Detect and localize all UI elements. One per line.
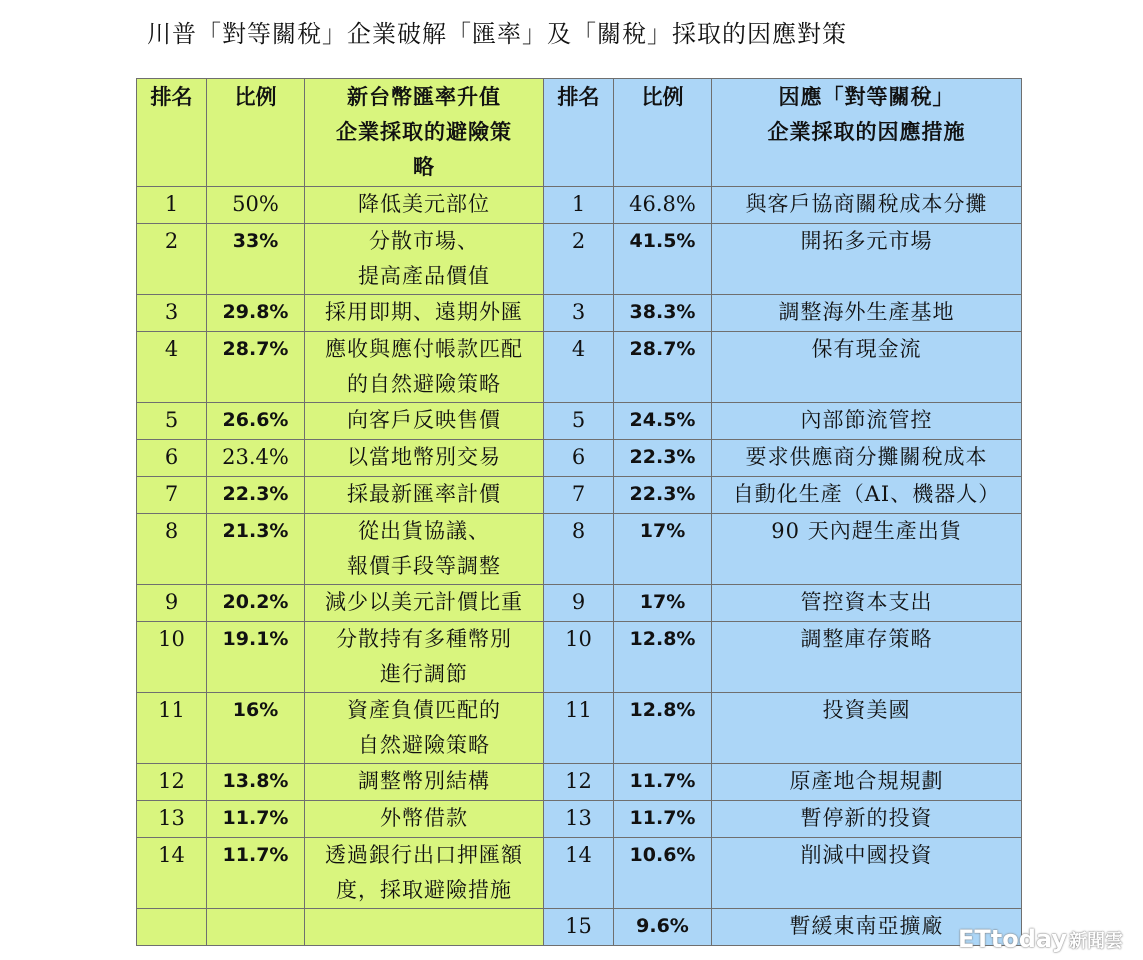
right-ratio-cell: 17% (614, 585, 712, 622)
left-ratio-cell: 23.4% (207, 440, 305, 477)
left-strategy-cell (305, 838, 544, 909)
right-ratio-cell: 11.7% (614, 764, 712, 801)
left-ratio-cell: 21.3% (207, 514, 305, 585)
right-measure-cell (712, 224, 1022, 295)
left-ratio-cell (207, 909, 305, 946)
header-line: 企業採取的因應措施 (767, 119, 966, 144)
table-row (137, 332, 1022, 403)
cell-line: 90 天內趕生產出貨 (771, 519, 962, 543)
left-rank-cell: 7 (137, 477, 207, 514)
cell-line: 投資美國 (822, 698, 911, 722)
cell-line: 自動化生產（AI、機器人） (732, 482, 1001, 506)
table-row (137, 403, 1022, 440)
cell-line: 資產負債匹配的 (347, 698, 501, 722)
left-rank-cell: 11 (137, 693, 207, 764)
right-measure-cell (712, 838, 1022, 909)
right-ratio-cell: 9.6% (614, 909, 712, 946)
left-rank-cell: 5 (137, 403, 207, 440)
right-rank-cell: 1 (544, 187, 614, 224)
right-rank-cell: 2 (544, 224, 614, 295)
cell-line: 調整庫存策略 (800, 627, 933, 651)
right-measure-cell (712, 693, 1022, 764)
left-strategy-cell (305, 514, 544, 585)
right-rank-cell: 9 (544, 585, 614, 622)
cell-line: 保有現金流 (811, 337, 922, 361)
left-strategy-cell (305, 477, 544, 514)
right-ratio-cell: 24.5% (614, 403, 712, 440)
table-row (137, 187, 1022, 224)
cell-line: 分散市場、 (369, 229, 479, 253)
right-rank-cell: 14 (544, 838, 614, 909)
left-rank-cell: 8 (137, 514, 207, 585)
cell-line: 減少以美元計價比重 (325, 590, 523, 614)
left-rank-cell: 12 (137, 764, 207, 801)
left-ratio-cell: 29.8% (207, 295, 305, 332)
left-ratio-cell: 19.1% (207, 622, 305, 693)
left-rank-cell: 13 (137, 801, 207, 838)
left-ratio-cell: 20.2% (207, 585, 305, 622)
cell-line: 暫停新的投資 (800, 806, 933, 830)
right-rank-cell: 7 (544, 477, 614, 514)
cell-line: 的自然避險策略 (347, 372, 501, 396)
right-rank-cell: 11 (544, 693, 614, 764)
table-row (137, 693, 1022, 764)
cell-line: 報價手段等調整 (347, 554, 501, 578)
right-ratio-cell: 10.6% (614, 838, 712, 909)
left-strategy-cell (305, 764, 544, 801)
left-rank-cell: 4 (137, 332, 207, 403)
cell-line: 向客戶反映售價 (347, 408, 501, 432)
cell-line: 開拓多元市場 (800, 229, 933, 253)
left-strategy-cell (305, 332, 544, 403)
table-row (137, 224, 1022, 295)
left-rank-cell: 1 (137, 187, 207, 224)
right-ratio-cell: 28.7% (614, 332, 712, 403)
header-line: 略 (413, 154, 435, 179)
cell-line: 管控資本支出 (800, 590, 933, 614)
cell-line: 採用即期、遠期外匯 (325, 300, 523, 324)
right-rank-cell: 10 (544, 622, 614, 693)
cell-line: 分散持有多種幣別 (336, 627, 512, 651)
right-measure-cell (712, 801, 1022, 838)
left-strategy-cell (305, 909, 544, 946)
table-row (137, 585, 1022, 622)
table-row (137, 764, 1022, 801)
left-strategy-cell (305, 693, 544, 764)
left-rank-cell: 14 (137, 838, 207, 909)
right-ratio-cell: 38.3% (614, 295, 712, 332)
left-rank-cell: 2 (137, 224, 207, 295)
header-row (137, 79, 1022, 187)
cell-line: 內部節流管控 (800, 408, 933, 432)
logo-brand: ETtoday (958, 925, 1068, 953)
header-line: 企業採取的避險策 (336, 119, 512, 144)
cell-line: 降低美元部位 (358, 192, 490, 216)
table-row (137, 514, 1022, 585)
table-row (137, 909, 1022, 946)
right-ratio-cell: 17% (614, 514, 712, 585)
right-ratio-cell: 46.8% (614, 187, 712, 224)
right-ratio-cell: 12.8% (614, 622, 712, 693)
cell-line: 透過銀行出口押匯額 (325, 843, 523, 867)
left-strategy-header (305, 79, 544, 187)
cell-line: 原產地合規規劃 (789, 769, 944, 793)
table-row (137, 838, 1022, 909)
left-ratio-cell: 33% (207, 224, 305, 295)
left-ratio-cell: 13.8% (207, 764, 305, 801)
right-rank-cell: 3 (544, 295, 614, 332)
left-ratio-cell: 50% (207, 187, 305, 224)
cell-line: 削減中國投資 (800, 843, 933, 867)
cell-line: 從出貨協議、 (358, 519, 490, 543)
right-rank-cell: 15 (544, 909, 614, 946)
right-measure-cell (712, 187, 1022, 224)
table-row (137, 295, 1022, 332)
right-ratio-cell: 11.7% (614, 801, 712, 838)
table-row (137, 622, 1022, 693)
ranking-table (136, 78, 1022, 946)
left-rank-cell (137, 909, 207, 946)
cell-line: 暫緩東南亞擴廠 (789, 914, 944, 938)
right-measure-cell (712, 440, 1022, 477)
right-rank-cell: 4 (544, 332, 614, 403)
cell-line: 應收與應付帳款匹配 (325, 337, 523, 361)
left-strategy-cell (305, 585, 544, 622)
left-ratio-header: 比例 (207, 79, 305, 187)
right-measure-cell (712, 295, 1022, 332)
cell-line: 調整幣別結構 (358, 769, 490, 793)
right-measure-cell (712, 403, 1022, 440)
left-strategy-cell (305, 295, 544, 332)
page-title: 川普「對等關稅」企業破解「匯率」及「關稅」採取的因應對策 (147, 20, 847, 48)
right-measure-cell (712, 477, 1022, 514)
right-rank-cell: 13 (544, 801, 614, 838)
right-ratio-header: 比例 (614, 79, 712, 187)
right-ratio-cell: 12.8% (614, 693, 712, 764)
left-rank-cell: 10 (137, 622, 207, 693)
left-rank-header: 排名 (137, 79, 207, 187)
left-rank-cell: 9 (137, 585, 207, 622)
left-rank-cell: 6 (137, 440, 207, 477)
left-strategy-cell (305, 440, 544, 477)
logo-suffix: 新聞雲 (1069, 931, 1124, 952)
right-rank-header: 排名 (544, 79, 614, 187)
cell-line: 調整海外生產基地 (778, 300, 955, 324)
cell-line: 採最新匯率計價 (347, 482, 501, 506)
right-rank-cell: 5 (544, 403, 614, 440)
left-strategy-cell (305, 224, 544, 295)
cell-line: 外幣借款 (380, 806, 468, 830)
left-ratio-cell: 11.7% (207, 801, 305, 838)
header-line: 新台幣匯率升值 (347, 84, 501, 109)
cell-line: 以當地幣別交易 (347, 445, 501, 469)
left-strategy-cell (305, 801, 544, 838)
cell-line: 要求供應商分攤關稅成本 (745, 445, 988, 469)
right-measure-cell (712, 764, 1022, 801)
right-rank-cell: 6 (544, 440, 614, 477)
left-ratio-cell: 28.7% (207, 332, 305, 403)
table-row (137, 477, 1022, 514)
cell-line: 與客戶協商關稅成本分攤 (745, 192, 988, 216)
left-ratio-cell: 22.3% (207, 477, 305, 514)
ettoday-logo (958, 925, 1123, 953)
right-measure-cell (712, 622, 1022, 693)
right-ratio-cell: 41.5% (614, 224, 712, 295)
right-measure-header (712, 79, 1022, 187)
left-strategy-cell (305, 187, 544, 224)
header-line: 因應「對等關稅」 (778, 84, 955, 109)
table-row (137, 801, 1022, 838)
left-strategy-cell (305, 622, 544, 693)
cell-line: 進行調節 (380, 662, 468, 686)
cell-line: 自然避險策略 (358, 733, 490, 757)
right-rank-cell: 12 (544, 764, 614, 801)
right-rank-cell: 8 (544, 514, 614, 585)
cell-line: 度，採取避險措施 (336, 878, 512, 902)
table-row (137, 440, 1022, 477)
right-ratio-cell: 22.3% (614, 440, 712, 477)
cell-line: 提高產品價值 (358, 264, 490, 288)
left-strategy-cell (305, 403, 544, 440)
right-measure-cell (712, 585, 1022, 622)
left-ratio-cell: 26.6% (207, 403, 305, 440)
right-ratio-cell: 22.3% (614, 477, 712, 514)
right-measure-cell (712, 332, 1022, 403)
left-ratio-cell: 11.7% (207, 838, 305, 909)
left-rank-cell: 3 (137, 295, 207, 332)
left-ratio-cell: 16% (207, 693, 305, 764)
right-measure-cell (712, 514, 1022, 585)
